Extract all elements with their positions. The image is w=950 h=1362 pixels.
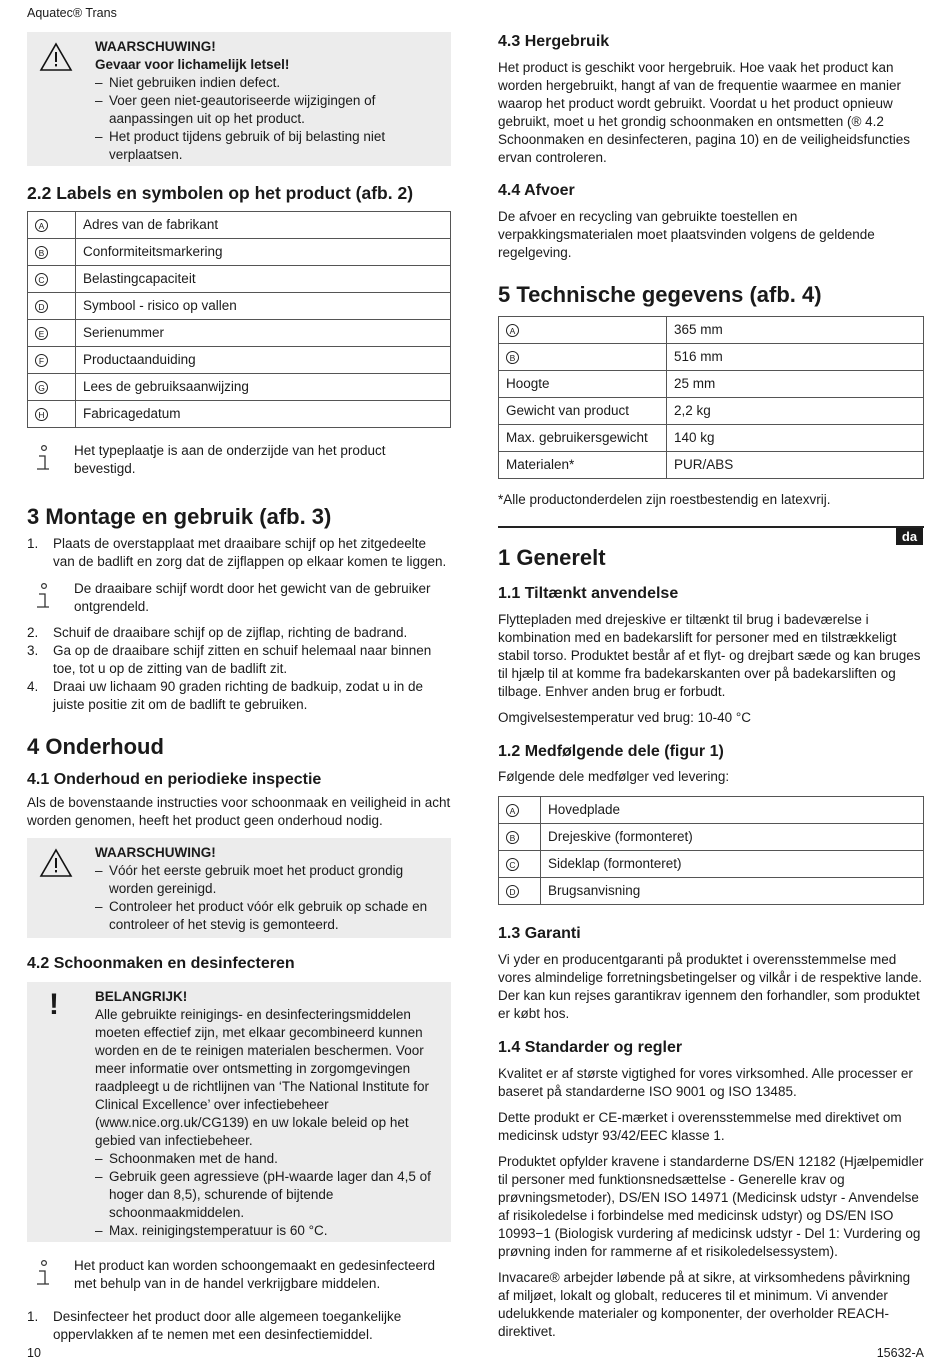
table-value: Symbool - risico op vallen bbox=[76, 293, 451, 320]
table-key: C bbox=[28, 266, 76, 293]
step-item: 4. Draai uw lichaam 90 graden richting de badkuip, zodat u in de juiste positie zit om de badlift te gebruiken. bbox=[27, 678, 451, 714]
important-box bbox=[27, 982, 451, 1242]
table-value: Lees de gebruiksaanwijzing bbox=[76, 374, 451, 401]
table-key: Gewicht van product bbox=[499, 398, 667, 425]
section-4-1-title: 4.1 Onderhoud en periodieke inspectie bbox=[27, 771, 322, 788]
step-item: 1. Desinfecteer het product door alle algemeen toegankelijke oppervlakken af te nemen met een desinfectiemiddel. bbox=[27, 1308, 451, 1344]
language-divider bbox=[498, 526, 924, 528]
table-row bbox=[499, 344, 924, 371]
table-key: D bbox=[499, 878, 541, 905]
table-row bbox=[499, 851, 924, 878]
footnote: *Alle productonderdelen zijn roestbestendig en latexvrij. bbox=[498, 492, 831, 507]
table-row bbox=[499, 824, 924, 851]
info-note-cleaning bbox=[27, 1257, 451, 1293]
language-badge: da bbox=[896, 528, 923, 545]
table-value: Conformiteitsmarkering bbox=[76, 239, 451, 266]
warning-item: – Controleer het product vóór elk gebruik op schade en controleer of het stevig is gemonteerd. bbox=[95, 898, 441, 934]
info-note-disc bbox=[27, 580, 451, 616]
table-row bbox=[28, 401, 451, 428]
table-row bbox=[499, 425, 924, 452]
step-item: 2. Schuif de draaibare schijf op de zijflap, richting de badrand. bbox=[27, 624, 451, 642]
table-key: E bbox=[28, 320, 76, 347]
table-key: A bbox=[499, 797, 541, 824]
table-row bbox=[499, 371, 924, 398]
step-text: Ga op de draaibare schijf zitten en schuif helemaal naar binnen toe, tot u op de zitting van de badlift zit. bbox=[53, 643, 432, 676]
table-row bbox=[28, 293, 451, 320]
table-value: 365 mm bbox=[667, 317, 924, 344]
table-key: D bbox=[28, 293, 76, 320]
step-item: 1. Plaats de overstapplaat met draaibare schijf op het zitgedeelte van de badlift en zorg dat de zijflappen op elkaar komen te liggen. bbox=[27, 535, 451, 571]
warning-item: – Het product tijdens gebruik of bij belasting niet verplaatsen. bbox=[95, 128, 441, 164]
table-row bbox=[28, 347, 451, 374]
paragraph: Dette produkt er CE-mærket i overensstemmelse med direktivet om medicinsk udstyr 93/42/EEC klasse 1. bbox=[498, 1110, 902, 1143]
da-section-1-3-title: 1.3 Garanti bbox=[498, 925, 581, 942]
document-code: 15632-A bbox=[876, 1346, 924, 1360]
step-text: Schuif de draaibare schijf op de zijflap, richting de badrand. bbox=[53, 625, 408, 640]
table-row bbox=[499, 452, 924, 479]
table-key: B bbox=[499, 824, 541, 851]
step-text: Draai uw lichaam 90 graden richting de badkuip, zodat u in de juiste positie zit om de badlift te gebruiken. bbox=[53, 679, 423, 712]
parts-table bbox=[498, 796, 924, 905]
section-5-title: 5 Technische gegevens (afb. 4) bbox=[498, 282, 822, 307]
info-text: Het typeplaatje is aan de onderzijde van het product bevestigd. bbox=[74, 443, 386, 476]
table-value: Serienummer bbox=[76, 320, 451, 347]
info-icon bbox=[33, 1259, 53, 1294]
warning-triangle-icon bbox=[39, 42, 73, 77]
table-value: 2,2 kg bbox=[667, 398, 924, 425]
table-key: A bbox=[28, 212, 76, 239]
paragraph: Følgende dele medfølger ved levering: bbox=[498, 769, 730, 784]
important-item: – Gebruik geen agressieve (pH-waarde lager dan 4,5 of hoger dan 8,5), schurende of bijtende schoonmaakmiddelen. bbox=[95, 1168, 441, 1222]
table-value: 140 kg bbox=[667, 425, 924, 452]
info-note-typeplate bbox=[27, 442, 451, 482]
section-4-3-title: 4.3 Hergebruik bbox=[498, 33, 610, 50]
warning-item: – Voer geen niet-geautoriseerde wijzigingen of aanpassingen uit op het product. bbox=[95, 92, 441, 128]
table-row bbox=[28, 374, 451, 401]
warning-item: – Vóór het eerste gebruik moet het product grondig worden gereinigd. bbox=[95, 862, 441, 898]
paragraph: De afvoer en recycling van gebruikte toestellen en verpakkingsmaterialen moet plaatsvinden volgens de geldende regelgeving. bbox=[498, 209, 875, 260]
paragraph: Invacare® arbejder løbende på at sikre, at virksomhedens påvirkning af miljøet, lokalt og globalt, reduceres til et minimum. Vi anvender udelukkende materialer og komponenter, der overholder REACH-direktivet. bbox=[498, 1270, 911, 1339]
table-key: B bbox=[499, 344, 667, 371]
step-text: Desinfecteer het product door alle algemeen toegankelijke oppervlakken af te nemen met een desinfectiemiddel. bbox=[53, 1309, 402, 1342]
table-value: 516 mm bbox=[667, 344, 924, 371]
table-value: Sideklap (formonteret) bbox=[541, 851, 924, 878]
table-value: Productaanduiding bbox=[76, 347, 451, 374]
table-value: Brugsanvisning bbox=[541, 878, 924, 905]
important-item: – Schoonmaken met de hand. bbox=[95, 1150, 441, 1168]
paragraph: Vi yder en producentgaranti på produktet i overensstemmelse med vores almindelige forretningsbetingelser og vilkår i de respektive lande. Der kan kun rejses garantikrav igennem den forhandler, som produktet er købt hos. bbox=[498, 952, 922, 1021]
table-key: C bbox=[499, 851, 541, 878]
section-4-title: 4 Onderhoud bbox=[27, 734, 164, 759]
warning-title: WAARSCHUWING! bbox=[95, 845, 216, 860]
warning-triangle-icon bbox=[39, 848, 73, 883]
info-icon bbox=[33, 582, 53, 617]
table-value: Drejeskive (formonteret) bbox=[541, 824, 924, 851]
paragraph: Als de bovenstaande instructies voor schoonmaak en veiligheid in acht worden genomen, heeft het product geen onderhoud nodig. bbox=[27, 795, 451, 828]
info-icon bbox=[33, 444, 53, 479]
table-key: G bbox=[28, 374, 76, 401]
important-text: Alle gebruikte reinigings- en desinfecteringsmiddelen moeten effectief zijn, met elkaar gecombineerd kunnen worden en de te reinigen materialen beschermen. Voor meer informatie over ontsmetting in zorgomgevingen raadpleegt u de richtlijnen van ‘The National Institute for Clinical Excellence’ over infectiebeheer (www.nice.org.uk/CG139) en uw lokale beleid op het gebied van infectiebeheer. bbox=[95, 1007, 429, 1148]
paragraph: Kvalitet er af største vigtighed for vores virksomhed. Alle processer er baseret på standarderne ISO 9001 og ISO 13485. bbox=[498, 1066, 913, 1099]
labels-table bbox=[27, 211, 451, 428]
table-value: PUR/ABS bbox=[667, 452, 924, 479]
table-key: F bbox=[28, 347, 76, 374]
da-section-1-2-title: 1.2 Medfølgende dele (figur 1) bbox=[498, 743, 724, 760]
table-value: Belastingcapaciteit bbox=[76, 266, 451, 293]
paragraph: Omgivelsestemperatur ved brug: 10-40 °C bbox=[498, 710, 752, 725]
paragraph: Produktet opfylder kravene i standarderne DS/EN 12182 (Hjælpemidler til personer med funktionsnedsættelse - Generelle krav og prøvningsmetoder), DS/EN ISO 14971 (Medicinsk udstyr - Anvendelse af risikoledelse i forbindelse med medicinsk udstyr) og DS/EN ISO 10993−1 (Biologisk vurdering af medicinsk udstyr - Del 1: Vurdering og prøvning inden for rammerne af et risikoledelsessystem). bbox=[498, 1154, 924, 1259]
table-row bbox=[28, 266, 451, 293]
warning-box-injury bbox=[27, 32, 451, 166]
table-row bbox=[499, 398, 924, 425]
table-row bbox=[499, 797, 924, 824]
table-row bbox=[499, 878, 924, 905]
table-key: H bbox=[28, 401, 76, 428]
paragraph: Flyttepladen med drejeskive er tiltænkt til brug i badeværelse i kombination med en badekarslift for personer med en tilstrækkeligt stabil torso. Produktet består af et flyt- og drejbart sæde og kan bruges til hjælp til at komme fra badekarskanten over på badekarsliften og tilbage. Enhver anden brug er forbudt. bbox=[498, 612, 921, 699]
da-section-1-1-title: 1.1 Tiltænkt anvendelse bbox=[498, 585, 679, 602]
da-section-1-4-title: 1.4 Standarder og regler bbox=[498, 1039, 683, 1056]
warning-box-cleaning bbox=[27, 838, 451, 938]
info-text: De draaibare schijf wordt door het gewicht van de gebruiker ontgrendeld. bbox=[74, 581, 431, 614]
technical-data-table bbox=[498, 316, 924, 479]
exclamation-icon: ! bbox=[49, 988, 59, 1021]
paragraph: Het product is geschikt voor hergebruik. Hoe vaak het product kan worden hergebruikt, hangt af van de frequentie waarmee en manier waarop het product wordt gebruikt. Voordat u het product opnieuw gebruikt, moet u het grondig schoonmaken en ontsmetten (® 4.2 Schoonmaken en desinfecteren, pagina 10) en de veiligheidsfuncties ervan controleren. bbox=[498, 60, 911, 165]
page-number: 10 bbox=[27, 1346, 41, 1360]
table-row bbox=[499, 317, 924, 344]
table-key: Hoogte bbox=[499, 371, 667, 398]
document-header: Aquatec® Trans bbox=[27, 6, 117, 20]
table-value: Fabricagedatum bbox=[76, 401, 451, 428]
table-row bbox=[28, 320, 451, 347]
step-text: Plaats de overstapplaat met draaibare schijf op het zitgedeelte van de badlift en zorg dat de zijflappen op elkaar komen te liggen. bbox=[53, 536, 447, 569]
table-value: Adres van de fabrikant bbox=[76, 212, 451, 239]
table-key: B bbox=[28, 239, 76, 266]
section-4-2-title: 4.2 Schoonmaken en desinfecteren bbox=[27, 955, 295, 972]
warning-subtitle: Gevaar voor lichamelijk letsel! bbox=[95, 57, 290, 72]
table-value: Hovedplade bbox=[541, 797, 924, 824]
info-text: Het product kan worden schoongemaakt en gedesinfecteerd met behulp van in de handel verkrijgbare middelen. bbox=[74, 1258, 435, 1291]
table-key: Max. gebruikersgewicht bbox=[499, 425, 667, 452]
section-3-title: 3 Montage en gebruik (afb. 3) bbox=[27, 504, 332, 529]
da-section-1-title: 1 Generelt bbox=[498, 545, 606, 570]
step-item: 3. Ga op de draaibare schijf zitten en schuif helemaal naar binnen toe, tot u op de zitting van de badlift zit. bbox=[27, 642, 451, 678]
table-key: Materialen* bbox=[499, 452, 667, 479]
warning-title: WAARSCHUWING! bbox=[95, 39, 216, 54]
section-2-2-title: 2.2 Labels en symbolen op het product (afb. 2) bbox=[27, 183, 414, 203]
table-row bbox=[28, 212, 451, 239]
important-title: BELANGRIJK! bbox=[95, 989, 188, 1004]
table-key: A bbox=[499, 317, 667, 344]
important-item: – Max. reinigingstemperatuur is 60 °C. bbox=[95, 1222, 441, 1240]
table-value: 25 mm bbox=[667, 371, 924, 398]
table-row bbox=[28, 239, 451, 266]
warning-item: – Niet gebruiken indien defect. bbox=[95, 74, 441, 92]
section-4-4-title: 4.4 Afvoer bbox=[498, 182, 575, 199]
